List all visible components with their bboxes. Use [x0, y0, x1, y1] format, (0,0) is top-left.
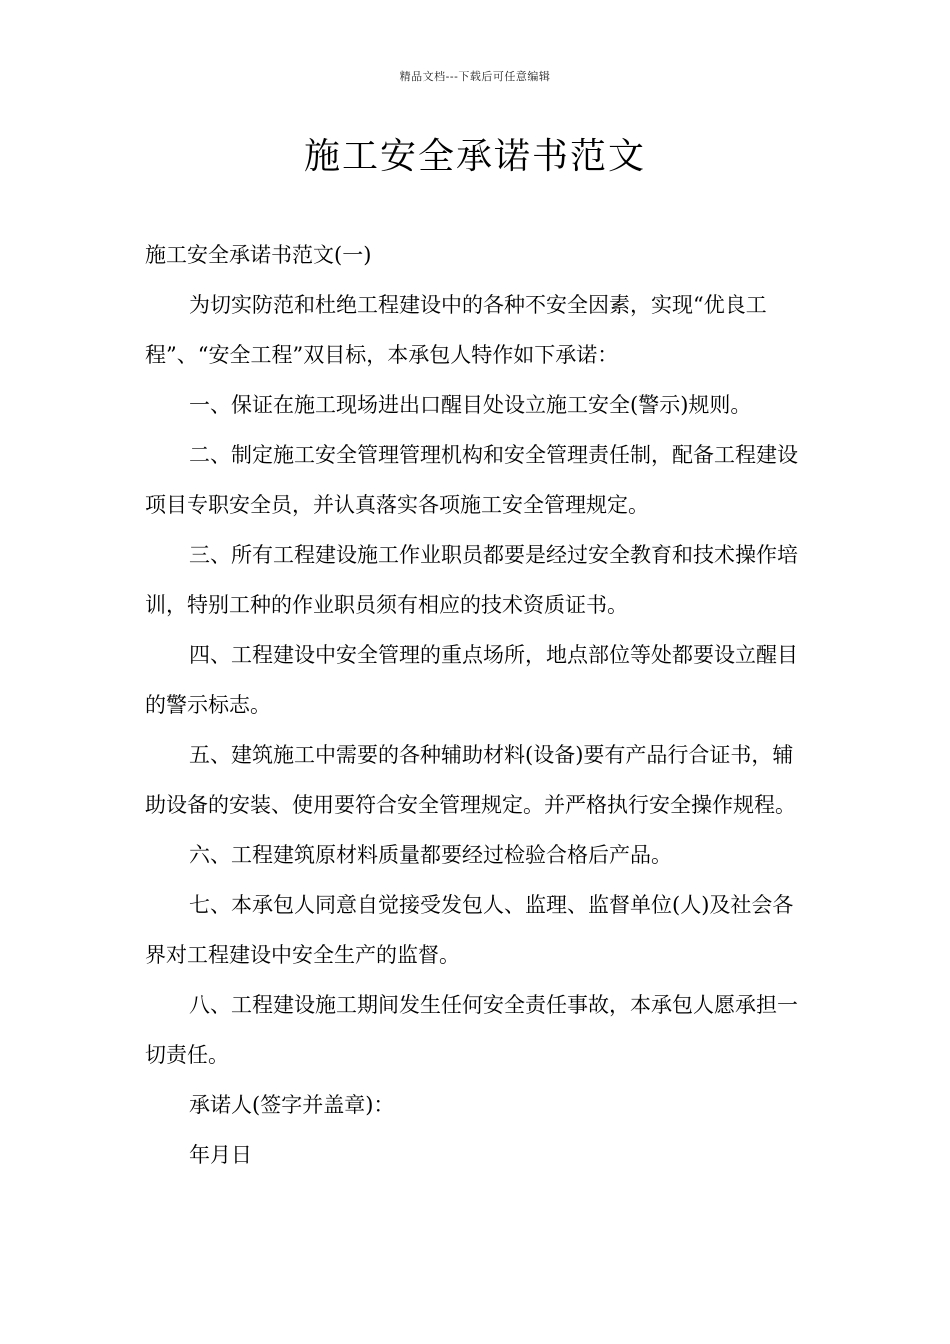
date-label: 年月日	[189, 1143, 252, 1167]
commitment-item-4: 四、工程建设中安全管理的重点场所，地点部位等处都要设立醒目的警示标志。	[145, 643, 798, 717]
commitment-item-3: 三、所有工程建设施工作业职员都要是经过安全教育和技术操作培训，特别工种的作业职员须有相应的技术资质证书。	[145, 543, 798, 617]
header-note: 精品文档---下载后可任意编辑	[399, 70, 551, 83]
commitment-item-8: 八、工程建设施工期间发生任何安全责任事故，本承包人愿承担一切责任。	[145, 993, 798, 1067]
commitment-item-1: 一、保证在施工现场进出口醒目处设立施工安全(警示)规则。	[189, 393, 752, 417]
section-subtitle: 施工安全承诺书范文(一)	[145, 243, 372, 267]
commitment-item-6: 六、工程建筑原材料质量都要经过检验合格后产品。	[189, 843, 672, 867]
commitment-item-5: 五、建筑施工中需要的各种辅助材料(设备)要有产品行合证书，辅助设备的安装、使用要符合安全管理规定。并严格执行安全操作规程。	[145, 743, 796, 817]
document-body	[145, 230, 810, 1180]
signature-label: 承诺人(签字并盖章)：	[189, 1093, 395, 1117]
commitment-item-2: 二、制定施工安全管理管理机构和安全管理责任制，配备工程建设项目专职安全员，并认真落实各项施工安全管理规定。	[145, 443, 798, 517]
commitment-item-7: 七、本承包人同意自觉接受发包人、监理、监督单位(人)及社会各界对工程建设中安全生产的监督。	[145, 893, 794, 967]
intro-paragraph: 为切实防范和杜绝工程建设中的各种不安全因素，实现“优良工程”、“安全工程”双目标，本承包人特作如下承诺：	[145, 293, 767, 367]
document-title: 施工安全承诺书范文	[303, 136, 646, 177]
